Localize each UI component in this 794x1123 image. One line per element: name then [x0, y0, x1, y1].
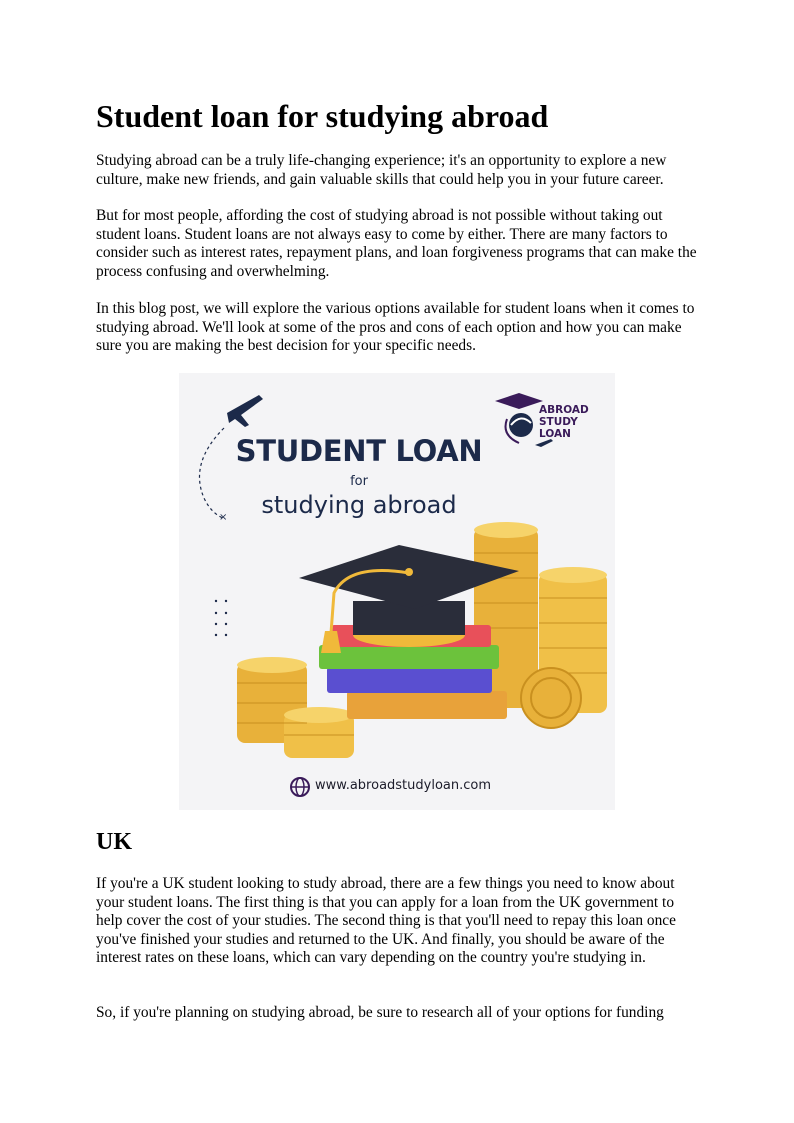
svg-text:×: ×: [219, 512, 228, 523]
banner-connector: for: [350, 474, 368, 489]
dots-decoration: [215, 600, 227, 636]
airplane-icon: [227, 395, 263, 427]
banner-subtitle: studying abroad: [261, 491, 457, 519]
globe-icon: [291, 778, 309, 796]
logo-text: [539, 404, 589, 440]
page-title: Student loan for studying abroad: [96, 98, 549, 134]
banner-title: STUDENT LOAN: [235, 434, 483, 468]
intro-paragraph-3: In this blog post, we will explore the various options available for student loans when it comes to studying abroad. We'll look at some of the pros and cons of each option and how you can make sure you are making the best decision for your specific needs.: [96, 300, 695, 355]
intro-paragraph-1: Studying abroad can be a truly life-changing experience; it's an opportunity to explore a new culture, make new friends, and gain valuable skills that could help you in your future career.: [96, 152, 667, 188]
logo-line-1: ABROAD: [539, 404, 589, 416]
logo-line-3: LOAN: [539, 428, 571, 440]
intro-paragraph-2: But for most people, affording the cost of studying abroad is not possible without taking out student loans. Student loans are not always easy to come by either. There are many factors to consider such as interest rates, repayment plans, and loan forgiveness programs that can make the process confusing and overwhelming.: [96, 207, 697, 280]
uk-paragraph-2: So, if you're planning on studying abroad, be sure to research all of your options for funding: [96, 1004, 664, 1021]
banner-url: www.abroadstudyloan.com: [315, 778, 492, 793]
banner-image: [179, 373, 615, 810]
logo-line-2: STUDY: [539, 416, 578, 428]
section-heading-uk: UK: [96, 829, 132, 855]
uk-paragraph-1: If you're a UK student looking to study abroad, there are a few things you need to know about your student loans. The first thing is that you can apply for a loan from the UK government to help cover the cost of your studies. The second thing is that you'll need to repay this loan once you've finished your studies and returned to the UK. And finally, you should be aware of the interest rates on these loans, which can vary depending on the country you're studying in.: [96, 875, 676, 967]
